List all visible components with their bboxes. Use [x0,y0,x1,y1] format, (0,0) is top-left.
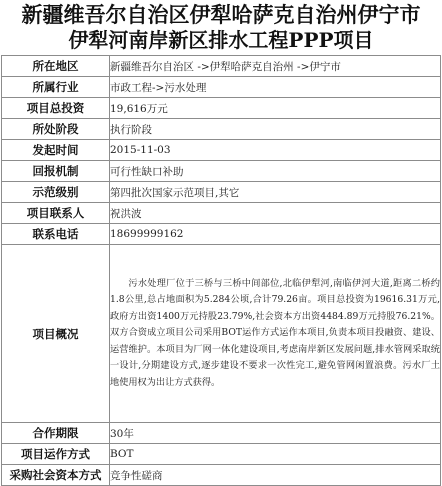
row-operation-mode [2,444,441,465]
value-contact-person: 祝洪波 [110,203,441,224]
row-procurement-method [2,465,441,486]
value-location: 新疆维吾尔自治区 ->伊犁哈萨克自治州 ->伊宁市 [110,56,441,77]
label-demo-level: 示范级别 [2,182,110,203]
value-industry: 市政工程->污水处理 [110,77,441,98]
value-total-investment: 19,616万元 [110,98,441,119]
value-start-date: 2015-11-03 [110,140,441,161]
label-industry: 所属行业 [2,77,110,98]
project-info-table [1,55,441,486]
value-overview [110,245,441,423]
label-contact-phone: 联系电话 [2,224,110,245]
value-cooperation-term: 30年 [110,423,441,444]
row-stage [2,119,441,140]
value-operation-mode: BOT [110,444,441,465]
label-total-investment: 项目总投资 [2,98,110,119]
page-title-line-2: 伊犁河南岸新区排水工程PPP项目 [68,28,374,52]
value-contact-phone: 18699999162 [110,224,441,245]
row-cooperation-term [2,423,441,444]
label-start-date: 发起时间 [2,140,110,161]
label-cooperation-term: 合作期限 [2,423,110,444]
row-industry [2,77,441,98]
row-location [2,56,441,77]
page-title-line-1: 新疆维吾尔自治区伊犁哈萨克自治州伊宁市 [21,2,421,27]
label-contact-person: 项目联系人 [2,203,110,224]
overview-text: 污水处理厂位于三桥与三桥中间部位,北临伊犁河,南临伊河大道,距离二桥约1.8公里,总占地面积为5.284公顷,合计79.26亩。项目总投资为19616.31万元,政府方出资1400万元持股23.79%,社会资本方出资4484.89万元持股76.21%。双方合资成立项目公司采用BOT运作方式运作本项目,负责本项目投融资、建设、运营维护。本项目为厂网一体化建设项目,考虑南岸新区发展问题,排水管网采取统一设计,分期建设方式,逐步建设不要求一次性完工,避免管网闲置浪费。污水厂土地使用权为出让方式获得。 [110,278,440,388]
label-return-mechanism: 回报机制 [2,161,110,182]
row-overview [2,245,441,423]
value-return-mechanism: 可行性缺口补助 [110,161,441,182]
label-procurement-method: 采购社会资本方式 [2,465,110,486]
row-contact-phone [2,224,441,245]
row-demo-level [2,182,441,203]
value-stage: 执行阶段 [110,119,441,140]
value-demo-level: 第四批次国家示范项目,其它 [110,182,441,203]
row-contact-person [2,203,441,224]
label-overview: 项目概况 [2,245,110,423]
row-start-date [2,140,441,161]
label-operation-mode: 项目运作方式 [2,444,110,465]
label-location: 所在地区 [2,56,110,77]
row-total-investment [2,98,441,119]
label-stage: 所处阶段 [2,119,110,140]
row-return-mechanism [2,161,441,182]
value-procurement-method: 竞争性磋商 [110,465,441,486]
